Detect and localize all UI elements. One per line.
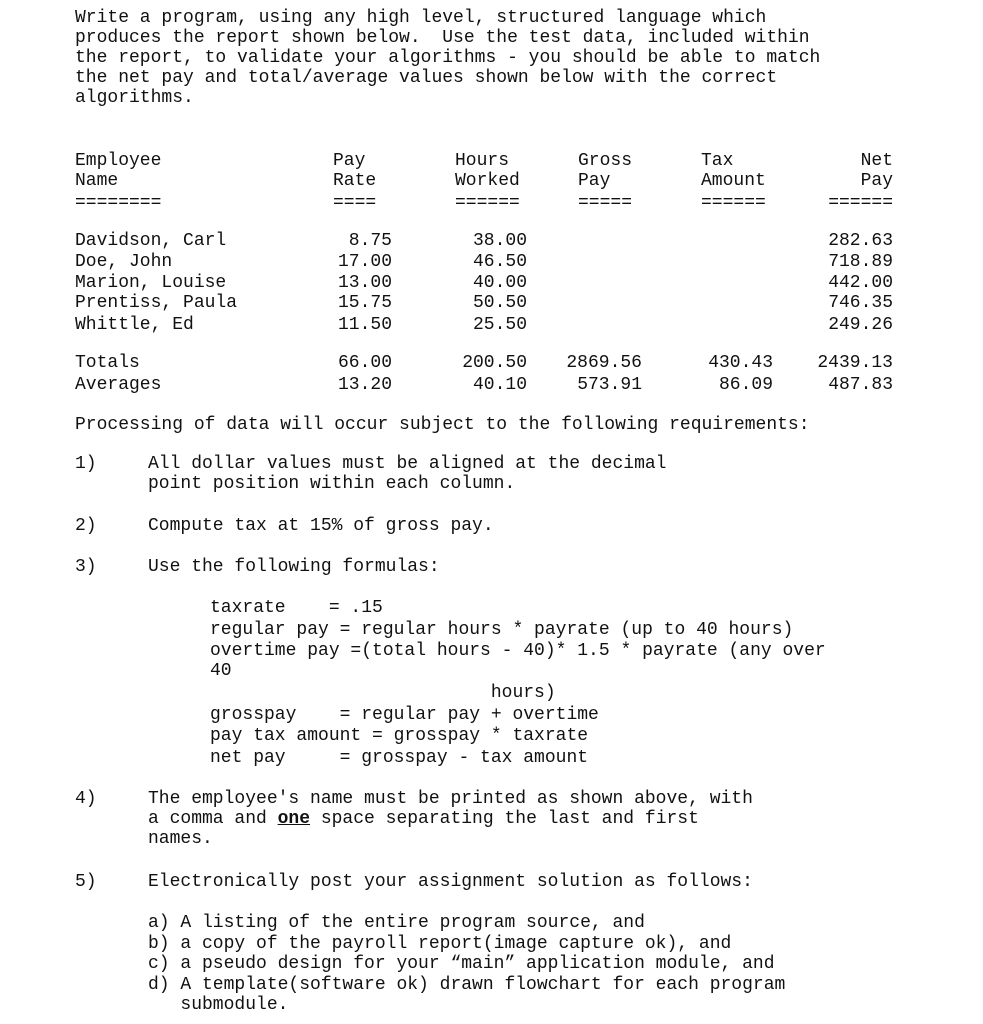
averages-label: Averages [75,375,162,395]
header-net-2: Pay [860,171,893,191]
req4-line [148,809,699,829]
header-name-2: Name [75,171,119,191]
pay-rate: 13.00 [337,273,392,293]
formula-line: regular pay = regular hours * payrate (up to 40 hours) [210,620,794,640]
pay-rate: 17.00 [337,252,392,272]
header-tax-1: Tax [701,151,734,171]
req4-line: names. [148,829,213,849]
processing-intro: Processing of data will occur subject to the following requirements: [75,415,810,435]
req5-text: Electronically post your assignment solution as follows: [148,872,753,892]
header-hours-2: Worked [455,171,520,191]
header-rate-2: Rate [333,171,377,191]
submission-item: submodule. [148,995,289,1015]
header-tax-2: Amount [701,171,766,191]
pay-rate: 15.75 [337,293,392,313]
intro-line: algorithms. [75,88,194,108]
header-gross-2: Pay [578,171,611,191]
formula-line: net pay = grosspay - tax amount [210,748,589,768]
req3-text: Use the following formulas: [148,557,440,577]
header-rate-1: Pay [333,151,366,171]
intro-line: the net pay and total/average values shown below with the correct [75,68,778,88]
intro-line: the report, to validate your algorithms - you should be able to match [75,48,821,68]
req1-line: All dollar values must be aligned at the decimal [148,454,667,474]
totals-hours: 200.50 [462,353,527,373]
header-name-rule: ======== [75,193,162,213]
formula-line: 40 [210,661,232,681]
hours-worked: 25.50 [472,315,527,335]
req4-line: The employee's name must be printed as shown above, with [148,789,753,809]
req4-number: 4) [75,789,97,809]
req1-line: point position within each column. [148,474,516,494]
intro-line: produces the report shown below. Use the test data, included within [75,28,810,48]
req1-number: 1) [75,454,97,474]
averages-tax: 86.09 [718,375,773,395]
submission-item: c) a pseudo design for your “main” application module, and [148,954,775,974]
req2-text: Compute tax at 15% of gross pay. [148,516,494,536]
hours-worked: 50.50 [472,293,527,313]
employee-name: Davidson, Carl [75,231,227,251]
net-pay: 746.35 [828,293,893,313]
averages-gross: 573.91 [577,375,642,395]
pay-rate: 11.50 [337,315,392,335]
submission-item: b) a copy of the payroll report(image capture ok), and [148,934,732,954]
formula-line: hours) [210,683,556,703]
header-gross-rule: ===== [578,193,633,213]
pay-rate: 8.75 [348,231,392,251]
hours-worked: 40.00 [472,273,527,293]
averages-hours: 40.10 [472,375,527,395]
averages-rate: 13.20 [337,375,392,395]
totals-net: 2439.13 [817,353,893,373]
totals-rate: 66.00 [337,353,392,373]
net-pay: 249.26 [828,315,893,335]
formula-line: pay tax amount = grosspay * taxrate [210,726,589,746]
totals-gross: 2869.56 [566,353,642,373]
header-hours-rule: ====== [455,193,520,213]
formula-line: grosspay = regular pay + overtime [210,705,599,725]
averages-net: 487.83 [828,375,893,395]
req4-post: space separating the last and first [310,809,699,829]
header-net-rule: ====== [828,193,893,213]
net-pay: 282.63 [828,231,893,251]
employee-name: Whittle, Ed [75,315,194,335]
header-rate-rule: ==== [333,193,377,213]
header-gross-1: Gross [578,151,633,171]
req4-emphasis: one [277,809,311,829]
formula-line: overtime pay =(total hours - 40)* 1.5 * payrate (any over [210,641,826,661]
header-name-1: Employee [75,151,162,171]
hours-worked: 46.50 [472,252,527,272]
req5-number: 5) [75,872,97,892]
header-tax-rule: ====== [701,193,766,213]
employee-name: Prentiss, Paula [75,293,238,313]
employee-name: Marion, Louise [75,273,227,293]
req4-pre: a comma and [148,809,278,829]
formula-line: taxrate = .15 [210,598,383,618]
req2-number: 2) [75,516,97,536]
req3-number: 3) [75,557,97,577]
totals-tax: 430.43 [708,353,773,373]
employee-name: Doe, John [75,252,173,272]
net-pay: 718.89 [828,252,893,272]
totals-label: Totals [75,353,140,373]
header-hours-1: Hours [455,151,510,171]
net-pay: 442.00 [828,273,893,293]
hours-worked: 38.00 [472,231,527,251]
intro-line: Write a program, using any high level, structured language which [75,8,767,28]
submission-item: a) A listing of the entire program source, and [148,913,645,933]
submission-item: d) A template(software ok) drawn flowchart for each program [148,975,786,995]
header-net-1: Net [860,151,893,171]
